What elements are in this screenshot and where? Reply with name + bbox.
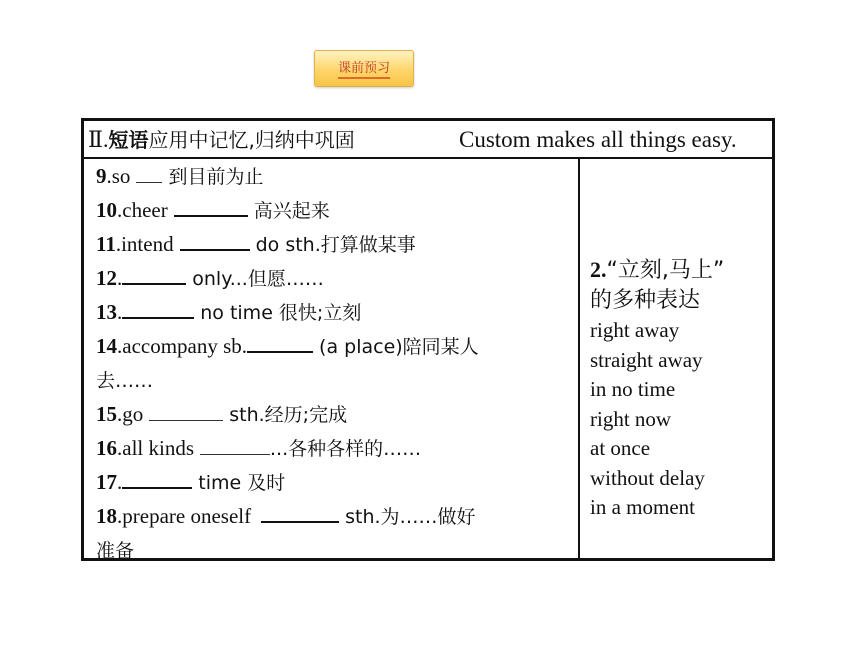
expression-title — [590, 255, 772, 286]
phrase-table — [81, 118, 775, 561]
phrase-item — [96, 194, 572, 228]
answer-blank[interactable] — [149, 402, 223, 421]
phrase-item — [96, 160, 572, 194]
expression-item: in no time — [590, 377, 676, 401]
preview-badge-label: 课前预习 — [338, 61, 390, 79]
phrase-item — [96, 228, 572, 262]
answer-blank[interactable] — [122, 265, 186, 285]
section-subtitle: 应用中记忆,归纳中巩固 — [148, 128, 355, 152]
phrase-continuation — [96, 534, 572, 568]
expression-item: right away — [590, 318, 680, 342]
phrase-text: . — [117, 266, 123, 290]
phrase-meaning: no time 很快;立刻 — [200, 302, 362, 324]
phrase-continuation — [96, 364, 572, 398]
phrase-number: 14 — [96, 334, 117, 358]
answer-blank[interactable] — [200, 436, 270, 455]
section-roman: Ⅱ. — [88, 127, 109, 152]
expression-title-a: “立刻,马上” — [606, 258, 725, 283]
answer-blank[interactable] — [136, 164, 162, 183]
phrase-text: . — [117, 300, 123, 324]
table-header — [84, 121, 772, 159]
phrase-item — [96, 398, 572, 432]
phrase-text: .go — [117, 402, 144, 426]
phrase-text: .cheer — [117, 198, 168, 222]
phrase-meaning: 高兴起来 — [253, 200, 330, 222]
expression-item: in a moment — [590, 495, 695, 519]
phrase-meaning: 到目前为止 — [168, 166, 264, 188]
answer-blank[interactable] — [122, 299, 194, 319]
expression-title-line2: 的多种表达 — [590, 288, 701, 313]
section-bold-title: 短语 — [108, 128, 149, 152]
phrase-number: 12 — [96, 266, 117, 290]
phrase-number: 16 — [96, 436, 117, 460]
phrase-meaning: sth.经历;完成 — [229, 404, 348, 426]
answer-blank[interactable] — [261, 503, 339, 523]
phrase-meaning: only...但愿…… — [192, 268, 324, 290]
expression-box — [580, 159, 772, 558]
phrase-item — [96, 466, 572, 500]
phrase-list — [84, 159, 580, 562]
phrase-number: 11 — [96, 232, 116, 256]
phrase-text: .prepare oneself — [117, 504, 252, 528]
phrase-item — [96, 432, 572, 466]
expression-item: straight away — [590, 347, 703, 372]
answer-blank[interactable] — [122, 469, 192, 489]
phrase-item — [96, 296, 572, 330]
answer-blank[interactable] — [247, 333, 313, 353]
preview-badge — [314, 50, 414, 87]
answer-blank[interactable] — [180, 231, 250, 251]
expression-item: without delay — [590, 465, 705, 490]
phrase-number: 15 — [96, 402, 117, 426]
phrase-meaning: sth.为……做好 — [345, 506, 476, 528]
expression-number: 2. — [590, 257, 607, 282]
phrase-text: .accompany sb. — [117, 334, 248, 358]
expression-item: right now — [590, 406, 672, 431]
phrase-text: .all kinds — [117, 436, 194, 460]
phrase-meaning: time 及时 — [198, 472, 286, 494]
phrase-item — [96, 330, 572, 364]
expression-item: at once — [590, 436, 651, 460]
phrase-number: 13 — [96, 300, 117, 324]
answer-blank[interactable] — [174, 197, 248, 217]
phrase-meaning-cont: 准备 — [96, 540, 135, 562]
phrase-meaning: (a place)陪同某人 — [319, 336, 479, 358]
phrase-meaning: do sth.打算做某事 — [255, 234, 416, 256]
phrase-meaning-cont: 去…… — [96, 370, 154, 392]
phrase-item — [96, 262, 572, 296]
phrase-number: 17 — [96, 470, 117, 494]
phrase-meaning: ...各种各样的…… — [270, 438, 422, 460]
phrase-text: . — [117, 470, 123, 494]
phrase-number: 10 — [96, 198, 117, 222]
phrase-number: 9 — [96, 164, 107, 188]
motto: Custom makes all things easy. — [459, 127, 737, 152]
phrase-text: .so — [106, 164, 131, 188]
phrase-item — [96, 500, 572, 534]
phrase-text: .intend — [115, 232, 174, 256]
phrase-number: 18 — [96, 504, 117, 528]
